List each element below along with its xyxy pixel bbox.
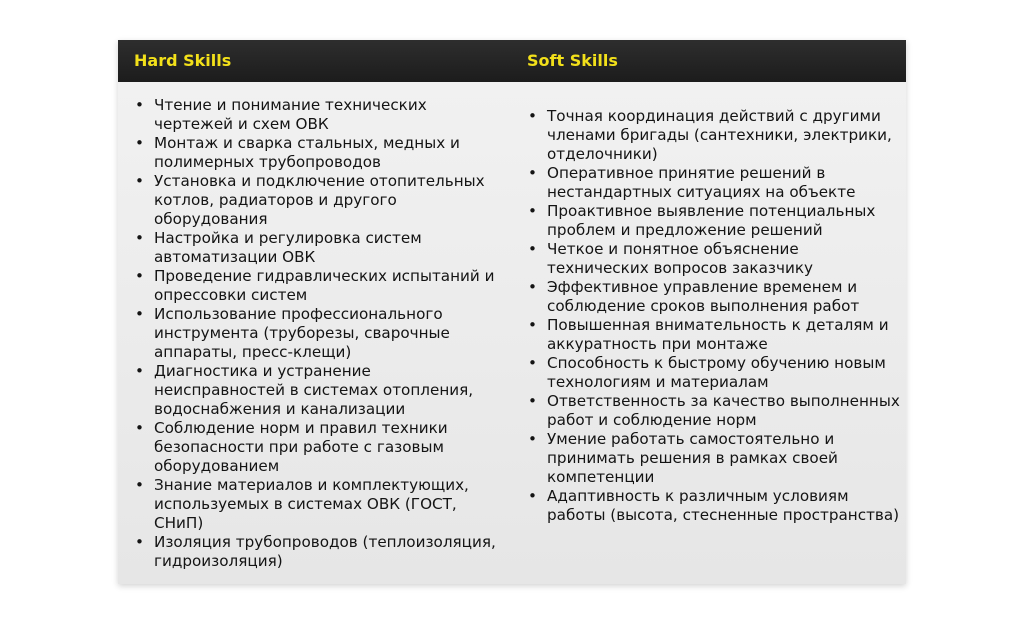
list-item: • Установка и подключение отопительных котлов, радиаторов и другого оборудования [134, 172, 506, 229]
list-item: • Эффективное управление временем и соблюдение сроков выполнения работ [527, 278, 903, 316]
list-item: • Настройка и регулировка систем автоматизации ОВК [134, 229, 506, 267]
list-item: • Ответственность за качество выполненных работ и соблюдение норм [527, 392, 903, 430]
list-item: • Знание материалов и комплектующих, используемых в системах ОВК (ГОСТ, СНиП) [134, 476, 506, 533]
soft-skills-list [527, 107, 903, 525]
list-item: • Чтение и понимание технических чертежей и схем ОВК [134, 96, 506, 134]
hard-skills-heading: Hard Skills [134, 51, 232, 70]
list-item: • Проактивное выявление потенциальных проблем и предложение решений [527, 202, 903, 240]
list-item: • Умение работать самостоятельно и принимать решения в рамках своей компетенции [527, 430, 903, 487]
list-item: • Точная координация действий с другими членами бригады (сантехники, электрики, отделочники) [527, 107, 903, 164]
soft-skills-heading: Soft Skills [527, 51, 618, 70]
list-item: • Проведение гидравлических испытаний и опрессовки систем [134, 267, 506, 305]
list-item: • Оперативное принятие решений в нестандартных ситуациях на объекте [527, 164, 903, 202]
list-item: • Монтаж и сварка стальных, медных и полимерных трубопроводов [134, 134, 506, 172]
hard-skills-list [134, 96, 506, 571]
list-item: • Повышенная внимательность к деталям и аккуратность при монтаже [527, 316, 903, 354]
list-item: • Изоляция трубопроводов (теплоизоляция, гидроизоляция) [134, 533, 506, 571]
list-item: • Соблюдение норм и правил техники безопасности при работе с газовым оборудованием [134, 419, 506, 476]
list-item: • Использование профессионального инструмента (труборезы, сварочные аппараты, пресс-клещи) [134, 305, 506, 362]
list-item: • Способность к быстрому обучению новым технологиям и материалам [527, 354, 903, 392]
list-item: • Диагностика и устранение неисправностей в системах отопления, водоснабжения и канализации [134, 362, 506, 419]
skills-table [118, 40, 906, 584]
list-item: • Адаптивность к различным условиям работы (высота, стесненные пространства) [527, 487, 903, 525]
list-item: • Четкое и понятное объяснение технических вопросов заказчику [527, 240, 903, 278]
table-header [118, 40, 906, 82]
